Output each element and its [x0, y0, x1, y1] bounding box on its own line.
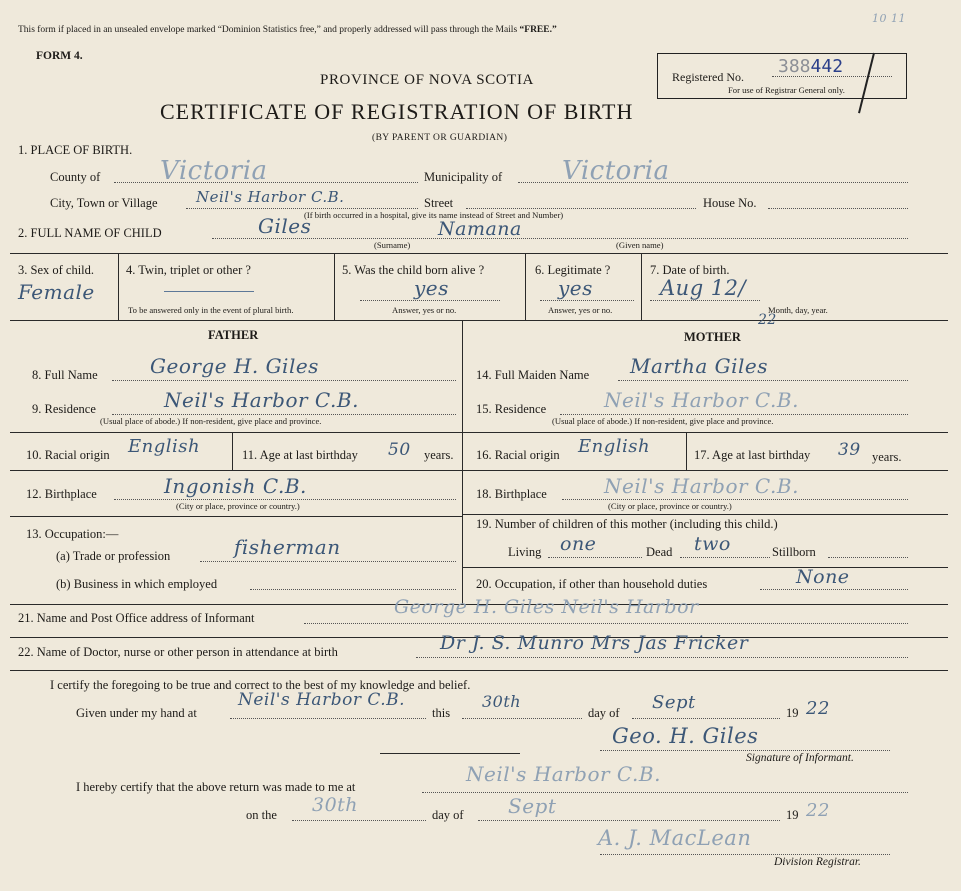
- given-name-caption: (Given name): [616, 240, 664, 250]
- registrar-use-note: For use of Registrar General only.: [728, 85, 845, 95]
- mother-occupation-value: None: [796, 566, 850, 588]
- municipality-label: Municipality of: [424, 170, 503, 184]
- dead-line: [680, 557, 770, 558]
- mother-occupation-line: [760, 589, 908, 590]
- registered-box: [657, 53, 907, 99]
- registrar-year-value: 22: [806, 800, 830, 821]
- doctor-rule: [10, 670, 948, 671]
- dead-value: two: [694, 533, 731, 555]
- father-residence-line: [112, 414, 456, 415]
- informant-line: [304, 623, 908, 624]
- business-line: [250, 589, 456, 590]
- father-age-unit: years.: [424, 448, 454, 462]
- father-birthplace-value: Ingonish C.B.: [164, 474, 307, 498]
- father-birthplace-rule: [10, 516, 462, 517]
- registrar-statement: I hereby certify that the above return was made to me at: [76, 780, 356, 794]
- mother-occupation-label: 20. Occupation, if other than household duties: [476, 577, 708, 591]
- mother-children-rule: [462, 567, 948, 568]
- parents-divider: [462, 320, 463, 604]
- stillborn-label: Stillborn: [772, 545, 816, 559]
- envelope-note-text: This form if placed in an unsealed envelope marked “Dominion Statistics free,” and properly addressed will pass through the Mails: [18, 25, 518, 35]
- sex-value: Female: [18, 280, 95, 304]
- given-day-of-label: day of: [588, 706, 620, 720]
- county-label: County of: [50, 170, 101, 184]
- date-of-birth-line: [650, 300, 760, 301]
- legitimate-note: Answer, yes or no.: [548, 305, 613, 315]
- born-alive-line: [360, 300, 500, 301]
- row-3-7-bottom-rule: [10, 320, 948, 321]
- date-of-birth-label: 7. Date of birth.: [650, 263, 730, 277]
- mother-birthplace-label: 18. Birthplace: [476, 487, 547, 501]
- registered-number-prefix: 388: [778, 56, 811, 77]
- doctor-line: [416, 657, 908, 658]
- mother-racial-top-rule: [462, 432, 948, 433]
- father-racial-label: 10. Racial origin: [26, 448, 110, 462]
- city-line: [186, 208, 418, 209]
- city-label: City, Town or Village: [50, 196, 158, 210]
- city-value: Neil's Harbor C.B.: [196, 188, 345, 206]
- divider-5-6: [525, 253, 526, 320]
- mother-heading: MOTHER: [684, 330, 741, 344]
- row-3-7-top-rule: [10, 253, 948, 254]
- mother-birthplace-value: Neil's Harbor C.B.: [604, 474, 799, 498]
- doctor-label: 22. Name of Doctor, nurse or other person in attendance at birth: [18, 645, 338, 659]
- certification-separator: [380, 753, 520, 754]
- father-age-label: 11. Age at last birthday: [242, 448, 358, 462]
- mother-residence-note: (Usual place of abode.) If non-resident, give place and province.: [552, 416, 774, 426]
- date-of-birth-note: Month, day, year.: [768, 305, 828, 315]
- envelope-note-free: “FREE.”: [519, 25, 557, 35]
- registrar-month-value: Sept: [508, 794, 557, 818]
- place-of-birth-heading: 1. PLACE OF BIRTH.: [18, 143, 133, 157]
- child-name-line: [212, 238, 908, 239]
- mother-birthplace-line: [562, 499, 908, 500]
- registrar-day-line: [292, 820, 426, 821]
- born-alive-note: Answer, yes or no.: [392, 305, 457, 315]
- father-racial-value: English: [128, 436, 201, 457]
- mother-age-value: 39: [838, 440, 861, 460]
- father-birthplace-label: 12. Birthplace: [26, 487, 97, 501]
- registrar-signature: A. J. MacLean: [598, 826, 752, 850]
- street-line: [466, 208, 696, 209]
- father-residence-label: 9. Residence: [32, 402, 96, 416]
- mother-residence-label: 15. Residence: [476, 402, 547, 416]
- given-day-line: [462, 718, 582, 719]
- certification-statement: I certify the foregoing to be true and correct to the best of my knowledge and belief.: [50, 678, 471, 692]
- child-name-label: 2. FULL NAME OF CHILD: [18, 226, 162, 240]
- registrar-signature-line: [600, 854, 890, 855]
- date-of-birth-value: Aug 12/: [660, 276, 747, 300]
- divider-3-4: [118, 253, 119, 320]
- informant-signature: Geo. H. Giles: [612, 724, 759, 748]
- certificate-title: CERTIFICATE OF REGISTRATION OF BIRTH: [160, 99, 634, 124]
- form-number: FORM 4.: [36, 50, 83, 62]
- father-birthplace-line: [114, 499, 456, 500]
- born-alive-value: yes: [414, 276, 449, 300]
- mother-birthplace-rule: [462, 514, 948, 515]
- this-label: this: [432, 706, 451, 720]
- mother-racial-label: 16. Racial origin: [476, 448, 560, 462]
- father-racial-age-divider: [232, 432, 233, 470]
- father-racial-top-rule: [10, 432, 462, 433]
- informant-value: George H. Giles Neil's Harbor: [394, 596, 699, 618]
- father-name-label: 8. Full Name: [32, 368, 98, 382]
- legitimate-line: [540, 300, 634, 301]
- given-year-prefix: 19: [786, 706, 799, 720]
- divider-4-5: [334, 253, 335, 320]
- mother-birthplace-note: (City or place, province or country.): [608, 501, 732, 511]
- hospital-note: (If birth occurred in a hospital, give its name instead of Street and Number): [304, 210, 564, 220]
- father-birthplace-note: (City or place, province or country.): [176, 501, 300, 511]
- stillborn-line: [828, 557, 908, 558]
- living-value: one: [560, 533, 597, 555]
- margin-numbers: 10 11: [872, 12, 906, 25]
- given-month-value: Sept: [652, 692, 696, 713]
- house-no-label: House No.: [703, 196, 757, 210]
- province-heading: PROVINCE OF NOVA SCOTIA: [320, 72, 534, 88]
- mother-age-unit: years.: [872, 450, 902, 464]
- father-heading: FATHER: [208, 328, 259, 342]
- registered-number: [778, 56, 843, 77]
- trade-value: fisherman: [234, 535, 341, 559]
- street-label: Street: [424, 196, 454, 210]
- living-label: Living: [508, 545, 542, 559]
- certificate-subtitle: (BY PARENT OR GUARDIAN): [372, 133, 508, 143]
- legitimate-label: 6. Legitimate ?: [535, 263, 611, 277]
- mother-name-label: 14. Full Maiden Name: [476, 368, 590, 382]
- sex-label: 3. Sex of child.: [18, 263, 95, 277]
- house-no-line: [768, 208, 908, 209]
- surname-caption: (Surname): [374, 240, 411, 250]
- registrar-day-of-label: day of: [432, 808, 464, 822]
- given-day-value: 30th: [482, 692, 522, 711]
- dead-label: Dead: [646, 545, 673, 559]
- born-alive-label: 5. Was the child born alive ?: [342, 263, 485, 277]
- occupation-label: 13. Occupation:—: [26, 527, 119, 541]
- legitimate-value: yes: [558, 276, 593, 300]
- father-racial-bottom-rule: [10, 470, 462, 471]
- mother-residence-line: [560, 414, 908, 415]
- business-label: (b) Business in which employed: [56, 577, 218, 591]
- registrar-year-prefix: 19: [786, 808, 799, 822]
- twin-note: To be answered only in the event of plural birth.: [128, 305, 294, 315]
- registrar-place-value: Neil's Harbor C.B.: [466, 762, 661, 786]
- doctor-value: Dr J. S. Munro Mrs Jas Fricker: [440, 632, 749, 654]
- registrar-day-value: 30th: [312, 794, 359, 816]
- father-residence-value: Neil's Harbor C.B.: [164, 388, 359, 412]
- twin-label: 4. Twin, triplet or other ?: [126, 263, 251, 277]
- registrar-place-line: [422, 792, 908, 793]
- divider-6-7: [641, 253, 642, 320]
- mother-name-line: [618, 380, 908, 381]
- living-line: [548, 557, 642, 558]
- mother-racial-bottom-rule: [462, 470, 948, 471]
- municipality-value: Victoria: [562, 156, 670, 186]
- given-place-value: Neil's Harbor C.B.: [238, 690, 406, 710]
- informant-signature-caption: Signature of Informant.: [746, 752, 854, 764]
- registrar-month-line: [478, 820, 780, 821]
- registered-number-line: [772, 76, 892, 77]
- child-surname-value: Giles: [258, 214, 312, 238]
- twin-value-dash: [164, 291, 254, 292]
- given-month-line: [632, 718, 780, 719]
- county-value: Victoria: [160, 156, 268, 186]
- given-under-label: Given under my hand at: [76, 706, 197, 720]
- child-given-value: Namana: [438, 218, 522, 240]
- father-age-value: 50: [388, 440, 411, 460]
- mother-age-label: 17. Age at last birthday: [694, 448, 811, 462]
- father-name-line: [112, 380, 456, 381]
- registered-number-suffix: 442: [810, 56, 844, 77]
- registrar-caption: Division Registrar.: [774, 856, 861, 868]
- mother-racial-value: English: [578, 436, 651, 457]
- father-name-value: George H. Giles: [150, 354, 319, 378]
- mother-racial-age-divider: [686, 432, 687, 470]
- given-place-line: [230, 718, 426, 719]
- envelope-note: [18, 25, 557, 35]
- trade-line: [200, 561, 456, 562]
- informant-signature-line: [600, 750, 890, 751]
- date-of-birth-year: 22: [758, 312, 777, 328]
- informant-label: 21. Name and Post Office address of Informant: [18, 611, 255, 625]
- children-label: 19. Number of children of this mother (including this child.): [476, 517, 778, 531]
- given-year-value: 22: [806, 698, 830, 719]
- mother-name-value: Martha Giles: [630, 354, 769, 378]
- father-residence-note: (Usual place of abode.) If non-resident, give place and province.: [100, 416, 322, 426]
- mother-residence-value: Neil's Harbor C.B.: [604, 388, 799, 412]
- registered-label: Registered No.: [672, 70, 744, 84]
- on-the-label: on the: [246, 808, 277, 822]
- trade-label: (a) Trade or profession: [56, 549, 171, 563]
